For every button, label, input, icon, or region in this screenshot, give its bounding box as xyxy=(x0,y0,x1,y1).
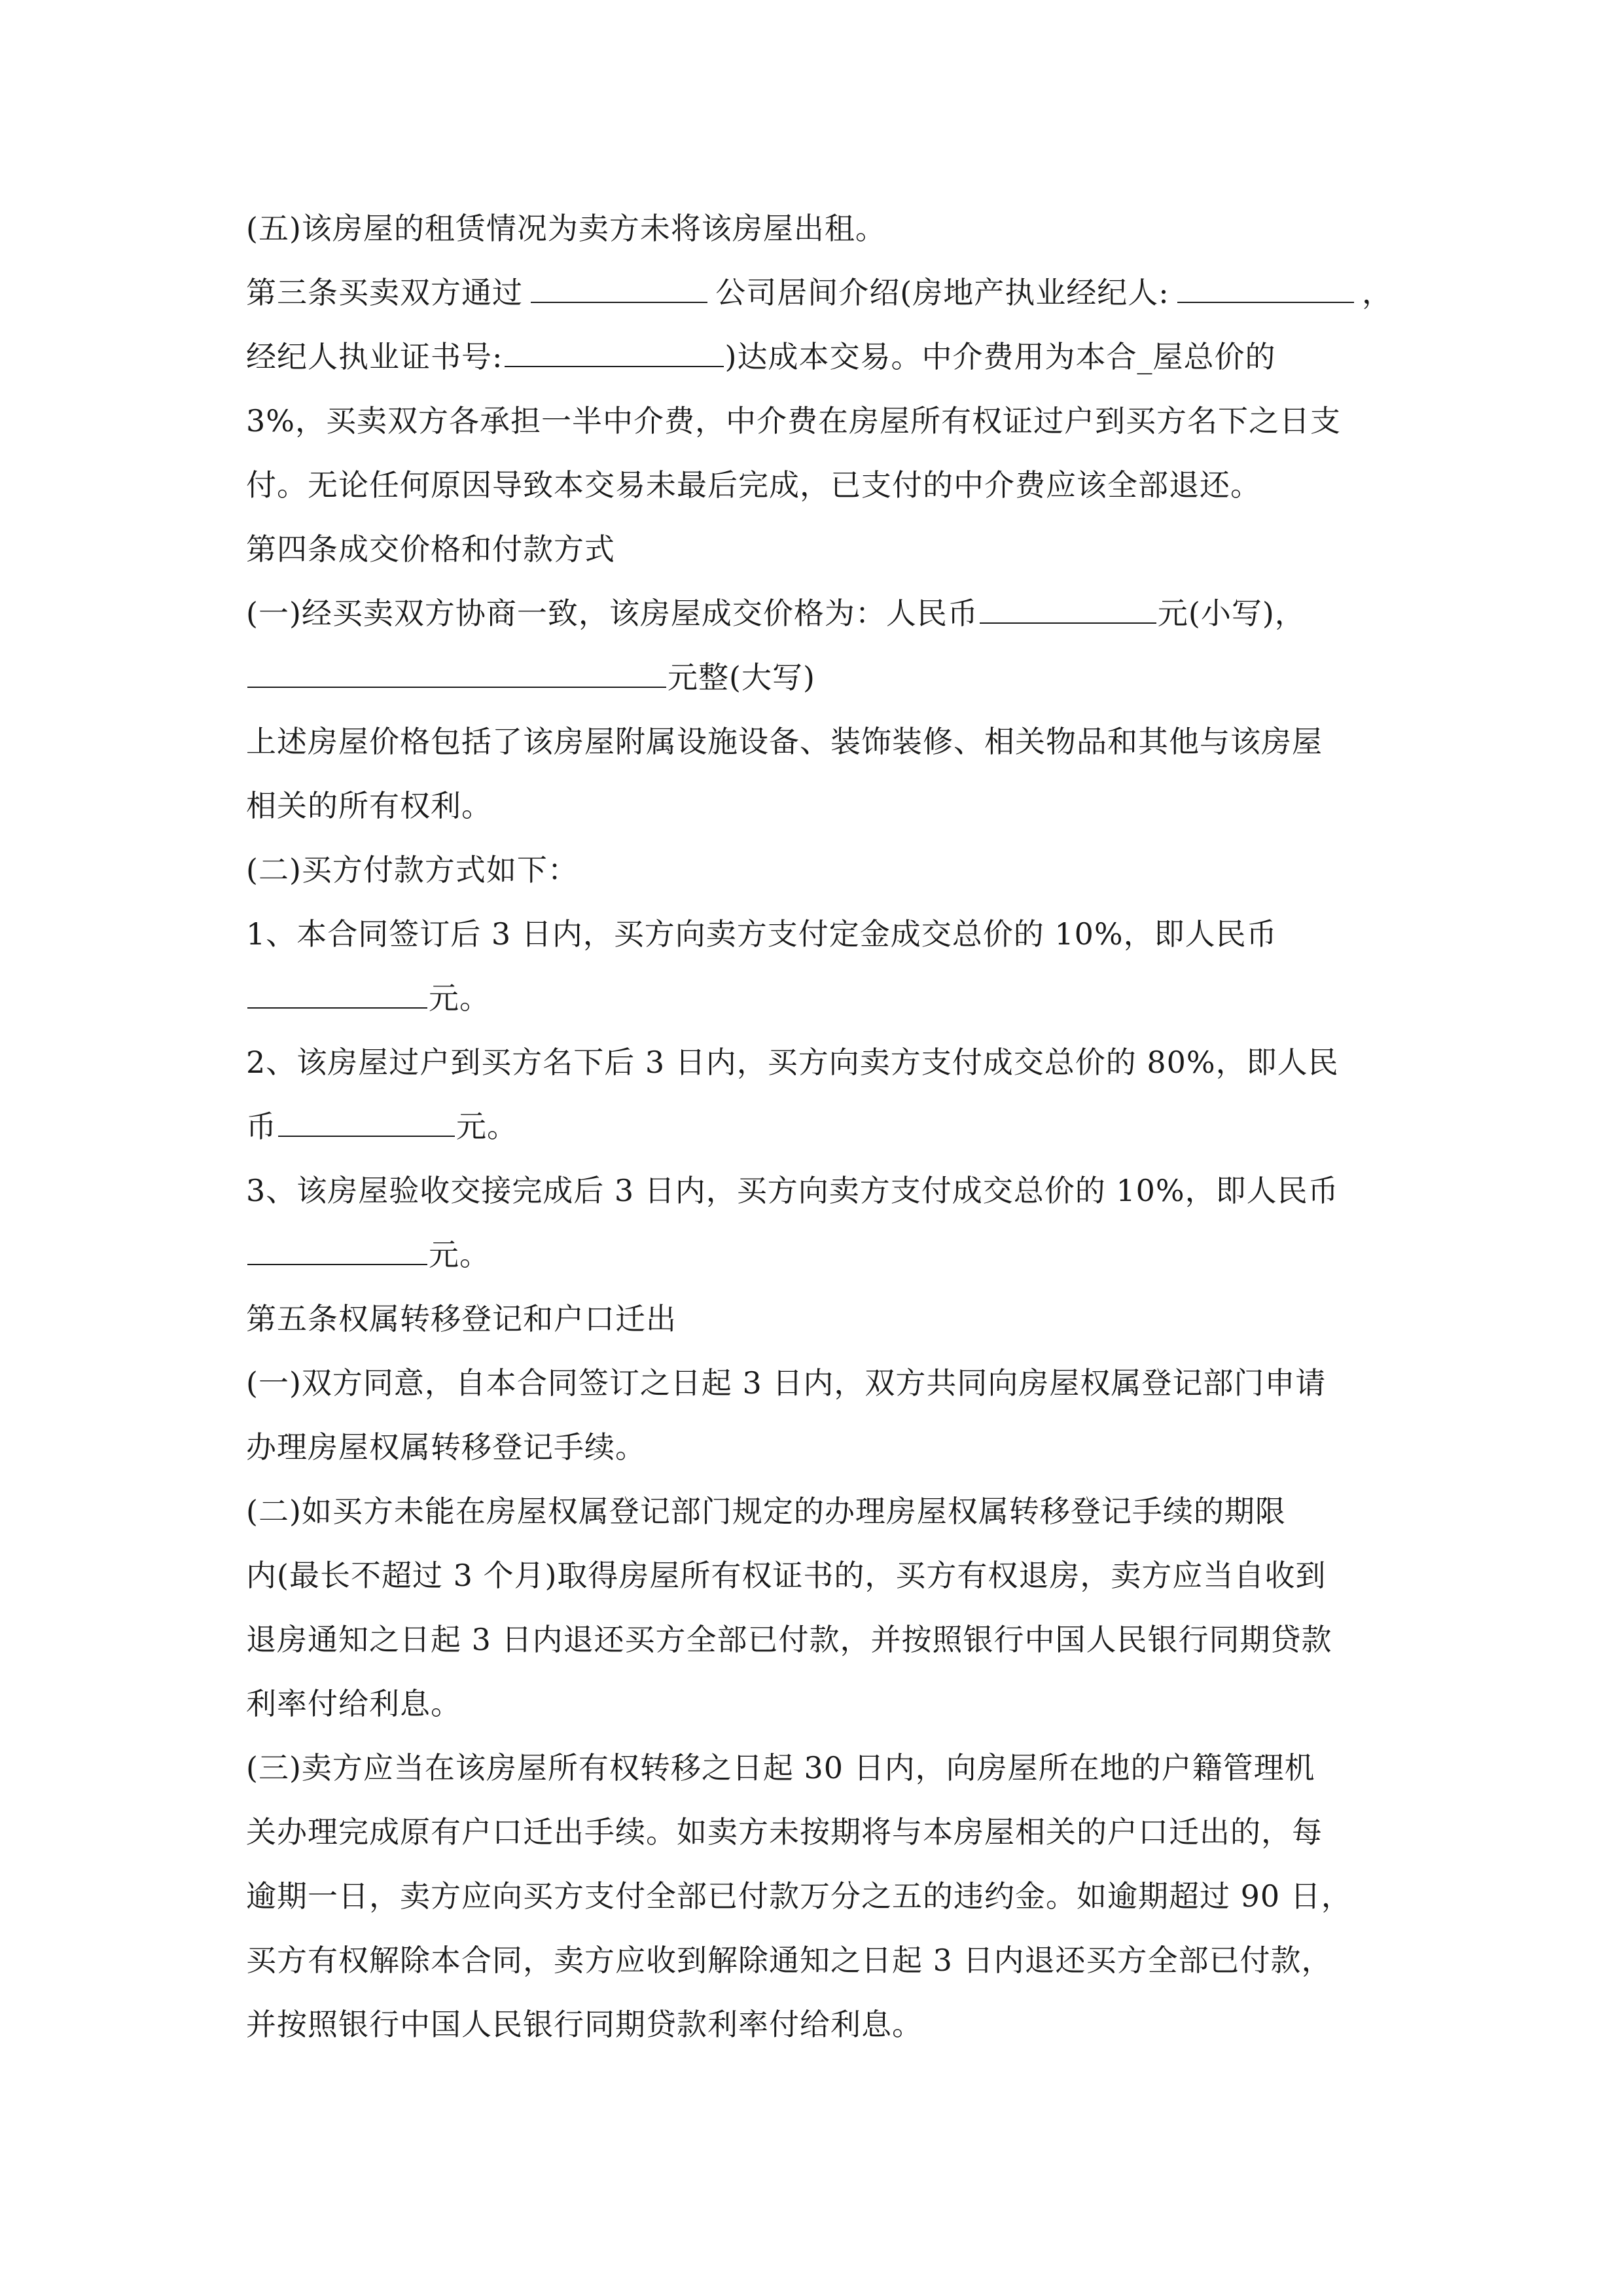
paragraph-line: 关办理完成原有户口迁出手续。如卖方未按期将与本房屋相关的户口迁出的，每 xyxy=(246,1814,1323,1850)
price-numeric-blank xyxy=(980,583,1156,624)
paragraph-line: 币 元。 xyxy=(246,1094,1393,1158)
paragraph-line: 办理房屋权属转移登记手续。 xyxy=(246,1429,646,1465)
deposit-amount-blank xyxy=(247,968,427,1009)
agent-license-blank xyxy=(505,327,724,367)
paragraph-line: (一)经买卖双方协商一致，该房屋成交价格为：人民币 元(小写)， xyxy=(246,581,1393,645)
section-heading: 第四条成交价格和付款方式 xyxy=(246,531,615,567)
second-payment-blank xyxy=(278,1096,455,1137)
paragraph-line: 利率付给利息。 xyxy=(246,1686,461,1721)
paragraph-line: 逾期一日，卖方应向买方支付全部已付款万分之五的违约金。如逾期超过 90 日， xyxy=(246,1878,1352,1914)
paragraph-line: 并按照银行中国人民银行同期贷款利率付给利息。 xyxy=(246,2007,923,2042)
paragraph-line: 2、该房屋过户到买方名下后 3 日内，买方向卖方支付成交总价的 80%，即人民 xyxy=(246,1045,1339,1080)
paragraph-line: 上述房屋价格包括了该房屋附属设施设备、装饰装修、相关物品和其他与该房屋 xyxy=(246,724,1323,759)
price-written-blank xyxy=(247,647,666,688)
paragraph-line: 3、该房屋验收交接完成后 3 日内，买方向卖方支付成交总价的 10%，即人民币 xyxy=(246,1173,1339,1208)
paragraph-line: (一)双方同意，自本合同签订之日起 3 日内，双方共同向房屋权属登记部门申请 xyxy=(246,1365,1327,1401)
paragraph-line: 退房通知之日起 3 日内退还买方全部已付款，并按照银行中国人民银行同期贷款 xyxy=(246,1622,1332,1657)
paragraph-line: (二)买方付款方式如下： xyxy=(246,852,579,888)
paragraph-line: (五)该房屋的租赁情况为卖方未将该房屋出租。 xyxy=(246,211,886,246)
paragraph-line: 元。 xyxy=(246,966,1393,1030)
paragraph-line: 付。无论任何原因导致本交易未最后完成，已支付的中介费应该全部退还。 xyxy=(246,467,1261,503)
paragraph-line: 相关的所有权利。 xyxy=(246,788,492,823)
paragraph-line: (三)卖方应当在该房屋所有权转移之日起 30 日内，向房屋所在地的户籍管理机 xyxy=(246,1750,1315,1785)
section-heading: 第五条权属转移登记和户口迁出 xyxy=(246,1301,677,1336)
paragraph-line: 元。 xyxy=(246,1223,1393,1287)
paragraph-line: 内(最长不超过 3 个月)取得房屋所有权证书的，买方有权退房，卖方应当自收到 xyxy=(246,1558,1327,1593)
paragraph-line: 元整(大写) xyxy=(246,645,1393,709)
paragraph-line: 买方有权解除本合同，卖方应收到解除通知之日起 3 日内退还买方全部已付款， xyxy=(246,1943,1332,1978)
final-payment-blank xyxy=(247,1225,427,1265)
paragraph-line: 经纪人执业证书号: )达成本交易。中介费用为本合_屋总价的 xyxy=(246,325,1393,389)
agent-name-blank xyxy=(1177,262,1354,303)
paragraph-line: 第三条买卖双方通过 公司居间介绍(房地产执业经纪人: ， xyxy=(246,260,1393,325)
agency-company-blank xyxy=(531,262,707,303)
paragraph-line: (二)如买方未能在房屋权属登记部门规定的办理房屋权属转移登记手续的期限 xyxy=(246,1494,1286,1529)
document-body xyxy=(246,196,1393,2056)
paragraph-line: 3%，买卖双方各承担一半中介费，中介费在房屋所有权证过户到买方名下之日支 xyxy=(246,403,1341,439)
paragraph-line: 1、本合同签订后 3 日内，买方向卖方支付定金成交总价的 10%，即人民币 xyxy=(246,916,1277,952)
